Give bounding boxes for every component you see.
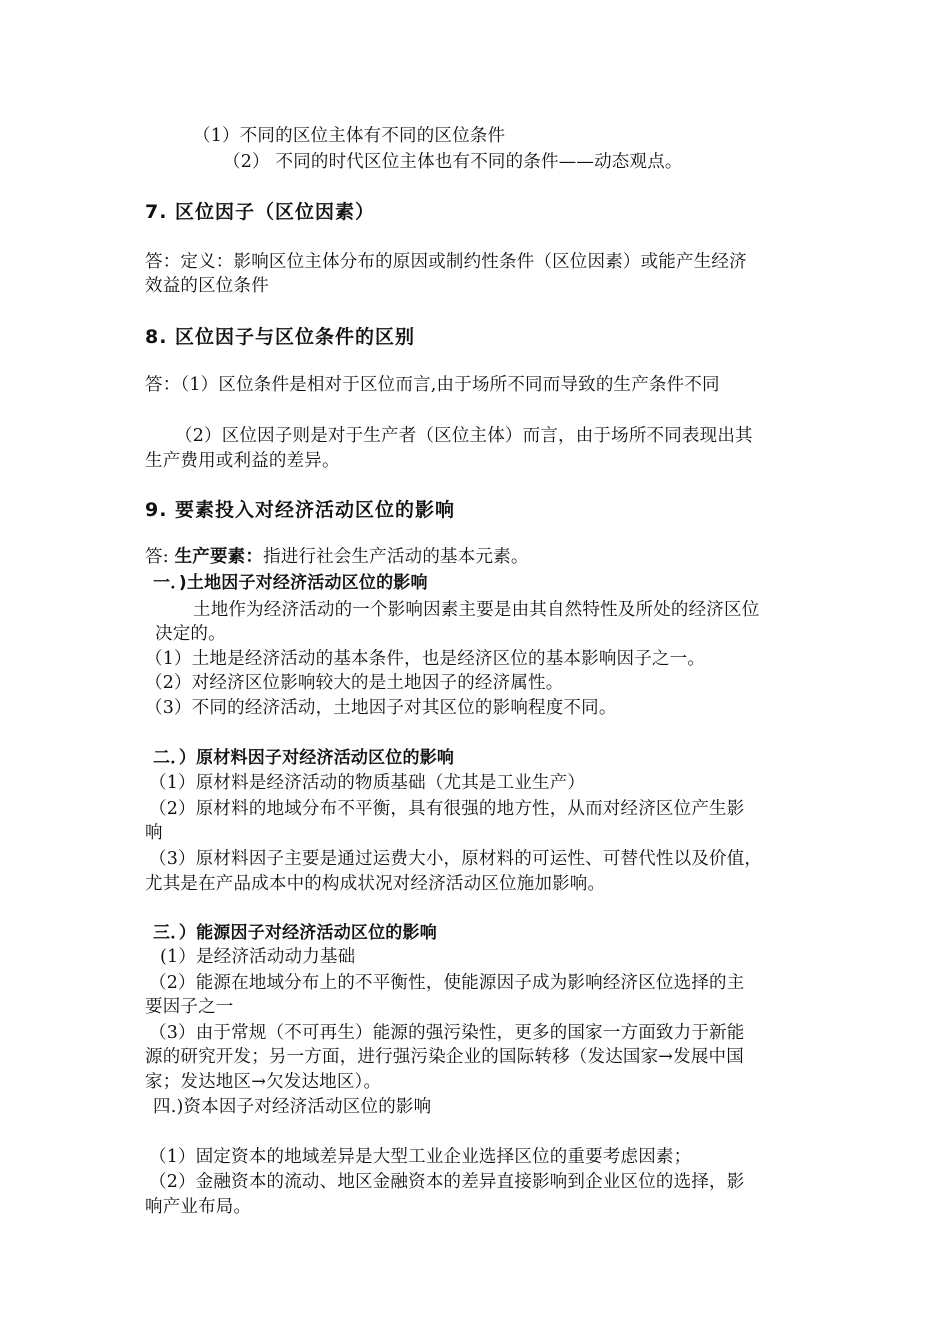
energy-item-2-line-2: 要因子之一 xyxy=(145,997,234,1017)
section-8-answer-line-1: 答：（1）区位条件是相对于区位而言,由于场所不同而导致的生产条件不同 xyxy=(145,375,720,395)
material-item-3-line-1: （3）原材料因子主要是通过运费大小，原材料的可运性、可替代性以及价值， xyxy=(149,849,763,869)
energy-item-1: (1）是经济活动动力基础 xyxy=(160,947,356,967)
material-subheading: 二．）原材料因子对经济活动区位的影响 xyxy=(153,748,455,768)
capital-item-1: （1）固定资本的地域差异是大型工业企业选择区位的重要考虑因素； xyxy=(149,1147,692,1167)
section-7-answer-line-2: 效益的区位条件 xyxy=(145,276,269,296)
capital-subheading: 四.)资本因子对经济活动区位的影响 xyxy=(153,1097,432,1117)
energy-item-3-line-3: 家；发达地区→欠发达地区）。 xyxy=(145,1072,382,1092)
intro-line-1: （1）不同的区位主体有不同的区位条件 xyxy=(193,126,506,146)
land-item-1: （1）土地是经济活动的基本条件，也是经济区位的基本影响因子之一。 xyxy=(145,649,706,669)
energy-item-3-line-1: （3）由于常规（不可再生）能源的强污染性，更多的国家一方面致力于新能 xyxy=(149,1023,745,1043)
material-item-1: （1）原材料是经济活动的物质基础（尤其是工业生产） xyxy=(149,773,586,793)
definition-label: 生产要素： xyxy=(174,547,264,567)
energy-item-3-line-2: 源的研究开发；另一方面，进行强污染企业的国际转移（发达国家→发展中国 xyxy=(145,1047,744,1067)
section-8-answer-line-3: 生产费用或利益的差异。 xyxy=(145,451,340,471)
land-paragraph-line-1: 土地作为经济活动的一个影响因素主要是由其自然特性及所处的经济区位 xyxy=(193,600,760,620)
energy-item-2-line-1: （2）能源在地域分布上的不平衡性，使能源因子成为影响经济区位选择的主 xyxy=(149,973,745,993)
land-paragraph-line-2: 决定的。 xyxy=(155,624,226,644)
capital-item-2-line-2: 响产业布局。 xyxy=(145,1197,252,1217)
land-subheading: 一．)土地因子对经济活动区位的影响 xyxy=(153,573,428,593)
material-item-2-line-2: 响 xyxy=(145,823,163,843)
material-item-3-line-2: 尤其是在产品成本中的构成状况对经济活动区位施加影响。 xyxy=(145,874,606,894)
capital-item-2-line-1: （2）金融资本的流动、地区金融资本的差异直接影响到企业区位的选择，影 xyxy=(149,1172,745,1192)
section-7-answer-line-1: 答：定义：影响区位主体分布的原因或制约性条件（区位因素）或能产生经济 xyxy=(145,252,747,272)
land-item-3: （3）不同的经济活动，土地因子对其区位的影响程度不同。 xyxy=(145,698,617,718)
section-7-heading: 7. 区位因子（区位因素） xyxy=(145,201,376,223)
section-8-answer-line-2: （2）区位因子则是对于生产者（区位主体）而言，由于场所不同表现出其 xyxy=(175,426,753,446)
section-9-heading: 9. 要素投入对经济活动区位的影响 xyxy=(145,499,456,521)
section-8-heading: 8. 区位因子与区位条件的区别 xyxy=(145,326,416,348)
land-item-2: （2）对经济区位影响较大的是土地因子的经济属性。 xyxy=(145,673,564,693)
section-9-definition xyxy=(145,545,529,569)
energy-subheading: 三．）能源因子对经济活动区位的影响 xyxy=(153,923,437,943)
material-item-2-line-1: （2）原材料的地域分布不平衡，具有很强的地方性，从而对经济区位产生影 xyxy=(149,799,745,819)
definition-text: 指进行社会生产活动的基本元素。 xyxy=(263,547,529,567)
intro-line-2: （2） 不同的时代区位主体也有不同的条件——动态观点。 xyxy=(223,152,683,172)
definition-prefix: 答: xyxy=(145,547,175,567)
